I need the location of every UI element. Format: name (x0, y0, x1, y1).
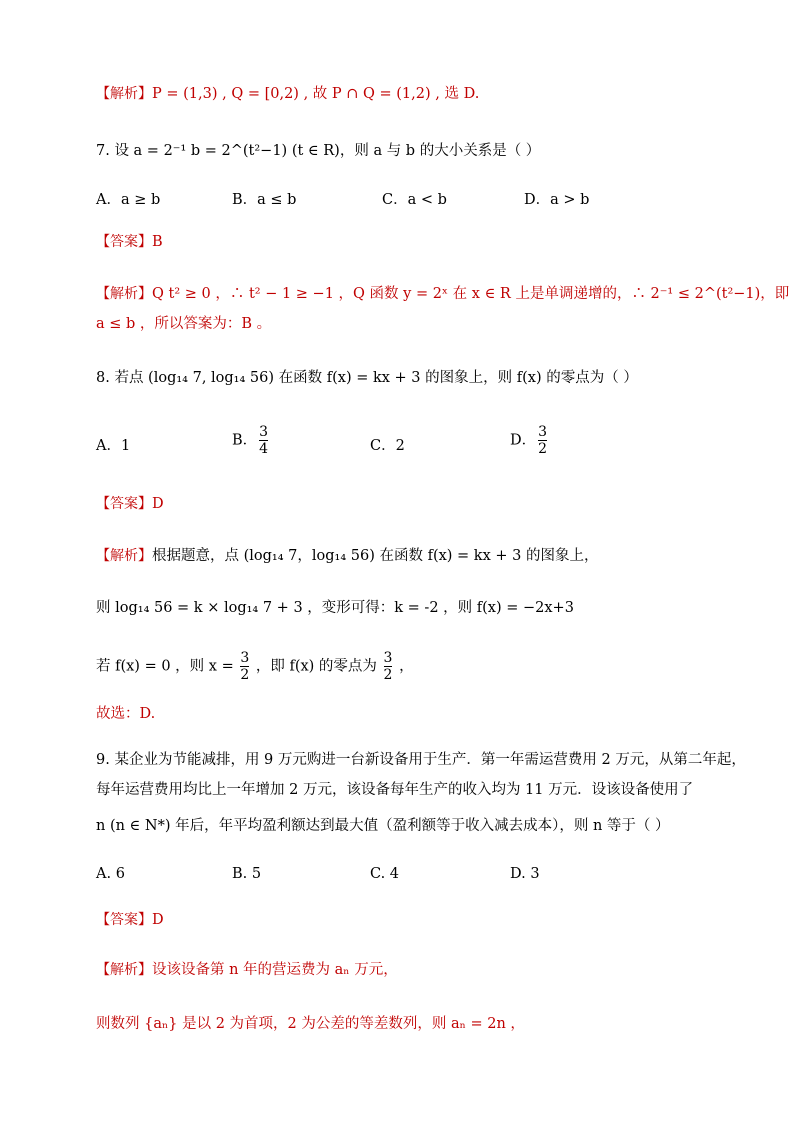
q9-stem-line2: 每年运营费用均比上一年增加 2 万元，该设备每年生产的收入均为 11 万元．设该设备使用了 (96, 782, 694, 798)
q7-answer (96, 232, 734, 252)
q9-stem-line3: n (n ∈ N*) 年后，年平均盈利额达到最大值（盈利额等于收入减去成本），则 n 等于（ ） (96, 818, 670, 834)
q9-option-d: D. 3 (510, 866, 540, 882)
analysis-label: 【解析】 (96, 286, 152, 302)
q7-option-b: B．a ≤ b (232, 192, 297, 208)
numerator: 3 (538, 424, 548, 440)
q8-option-b (232, 424, 270, 457)
top-analysis (96, 84, 734, 104)
analysis-label: 【解析】 (96, 962, 152, 978)
q7-analysis-line2: a ≤ b ，所以答案为：B 。 (96, 316, 272, 332)
q7-option-a: A．a ≥ b (96, 192, 161, 208)
denominator: 2 (383, 667, 393, 683)
q8-analysis-line4: 故选：D. (96, 706, 156, 722)
analysis-text: P = (1,3) , Q = [0,2) , 故 P ∩ Q = (1,2) , 选 D. (152, 86, 480, 102)
q8-analysis-line1 (96, 546, 734, 566)
answer-label: 【答案】 (96, 496, 152, 512)
analysis-text: 根据题意，点 (log₁₄ 7，log₁₄ 56) 在函数 f(x) = kx + 3 的图象上， (152, 548, 599, 564)
option-prefix: D． (510, 432, 537, 449)
q9-analysis-line1 (96, 960, 734, 980)
answer-value: D (152, 912, 164, 928)
q7-option-c: C．a < b (382, 192, 447, 208)
answer-value: B (152, 234, 163, 250)
q8-answer (96, 494, 734, 514)
analysis-label: 【解析】 (96, 86, 152, 102)
text-part: ，即 f(x) 的零点为 (255, 658, 377, 675)
q8-option-c: C．2 (370, 438, 405, 454)
q8-analysis-line3 (96, 650, 734, 683)
q9-option-b: B. 5 (232, 866, 262, 882)
q8-option-a: A．1 (96, 438, 131, 454)
fraction (538, 424, 547, 457)
text-part: ， (399, 658, 414, 675)
q8-stem: 8. 若点 (log₁₄ 7, log₁₄ 56) 在函数 f(x) = kx + 3 的图象上，则 f(x) 的零点为（ ） (96, 370, 638, 386)
q9-answer (96, 910, 734, 930)
answer-value: D (152, 496, 164, 512)
fraction (384, 650, 393, 683)
numerator: 3 (240, 650, 250, 666)
denominator: 4 (259, 441, 269, 457)
denominator: 2 (538, 441, 548, 457)
text-part: 若 f(x) = 0 ，则 x = (96, 658, 234, 675)
denominator: 2 (240, 667, 250, 683)
q9-stem-line1: 9. 某企业为节能减排，用 9 万元购进一台新设备用于生产．第一年需运营费用 2 万元，从第二年起， (96, 752, 746, 768)
fraction (240, 650, 249, 683)
analysis-text: 设该设备第 n 年的营运费为 aₙ 万元， (152, 962, 398, 978)
numerator: 3 (383, 650, 393, 666)
q7-stem: 7. 设 a = 2⁻¹ b = 2^(t²−1) (t ∈ R)，则 a 与 b 的大小关系是（ ） (96, 143, 541, 159)
option-prefix: B． (232, 432, 258, 449)
q9-analysis-line2: 则数列 {aₙ} 是以 2 为首项，2 为公差的等差数列，则 aₙ = 2n ， (96, 1016, 525, 1032)
q7-option-d: D．a > b (524, 192, 590, 208)
q9-option-c: C. 4 (370, 866, 400, 882)
q8-option-d (510, 424, 549, 457)
numerator: 3 (259, 424, 269, 440)
analysis-label: 【解析】 (96, 548, 152, 564)
q9-option-a: A. 6 (96, 866, 125, 882)
analysis-text: Q t² ≥ 0 ，∴ t² − 1 ≥ −1 ，Q 函数 y = 2ˣ 在 x ∈ R 上是单调递增的，∴ 2⁻¹ ≤ 2^(t²−1)，即 (152, 286, 790, 302)
answer-label: 【答案】 (96, 234, 152, 250)
fraction (259, 424, 268, 457)
answer-label: 【答案】 (96, 912, 152, 928)
q7-analysis-line1 (96, 284, 790, 304)
q8-analysis-line2: 则 log₁₄ 56 = k × log₁₄ 7 + 3 ，变形可得：k = -2 ，则 f(x) = −2x+3 (96, 600, 574, 616)
